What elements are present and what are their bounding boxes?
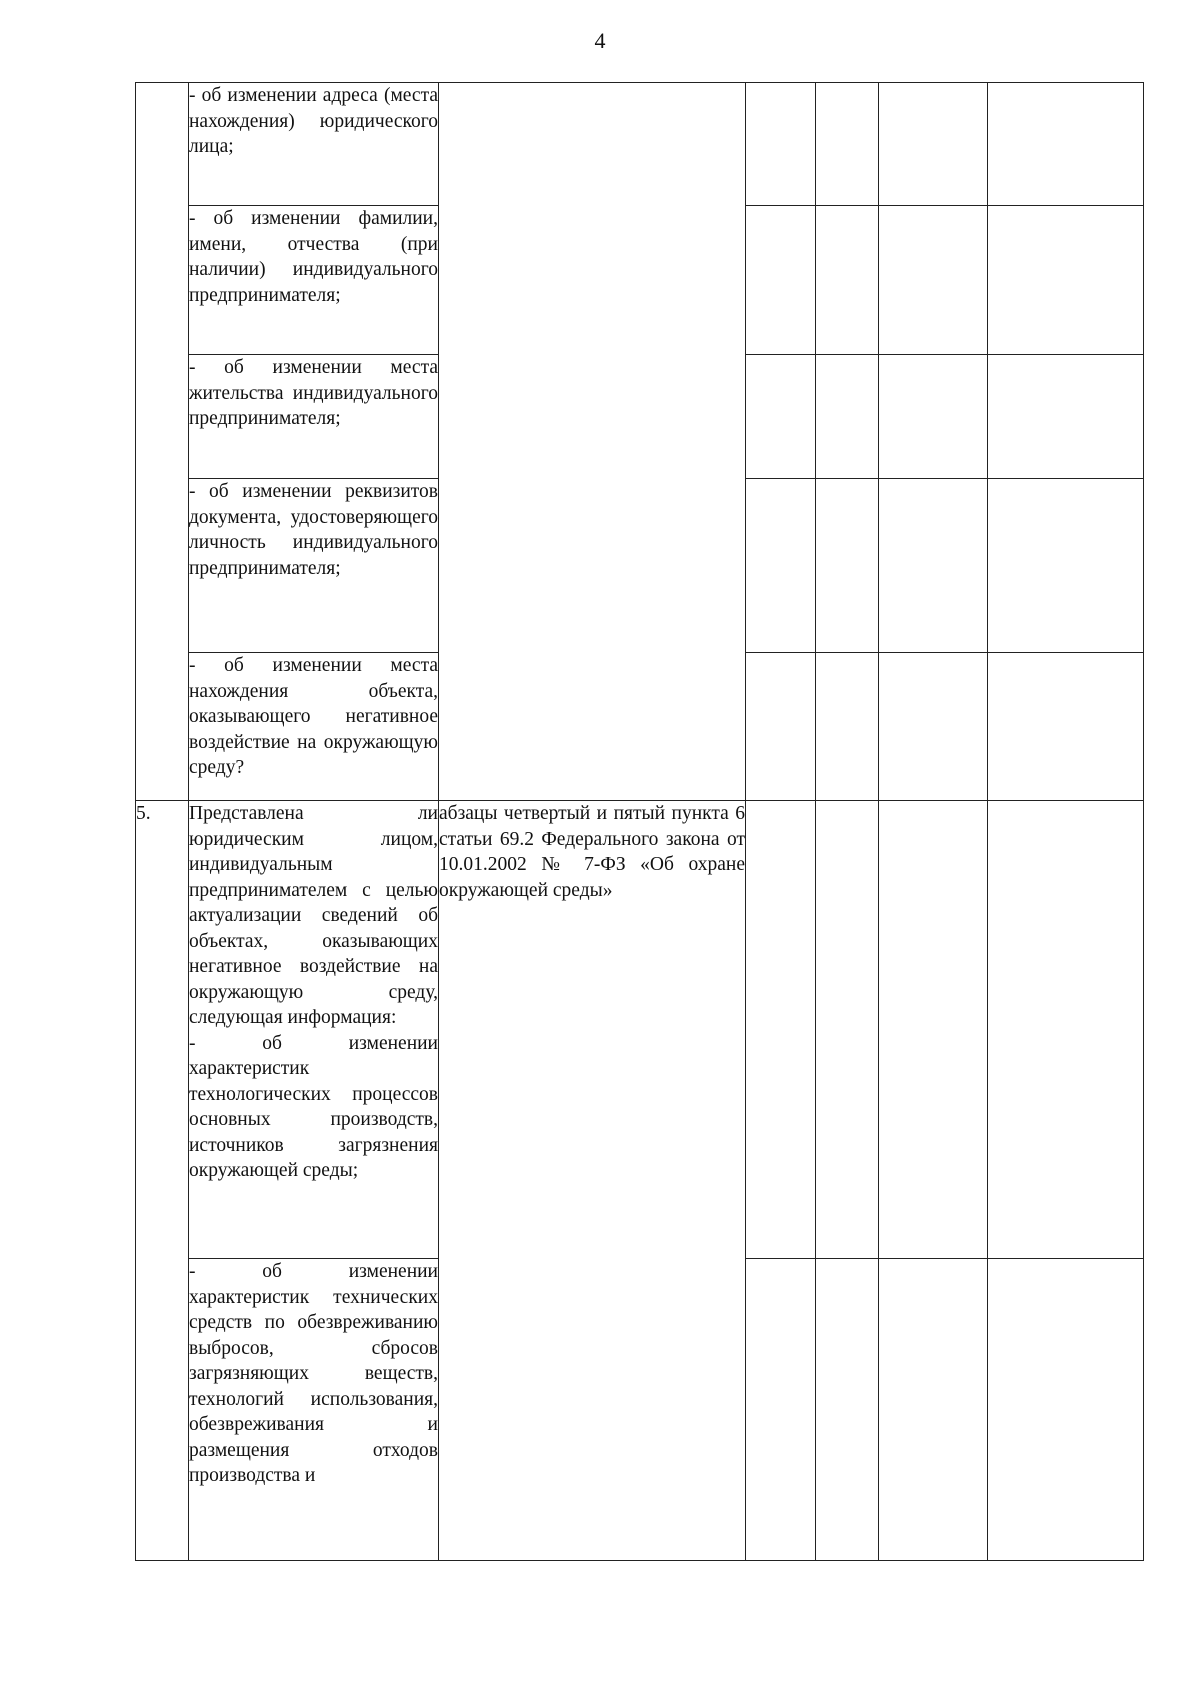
checklist-table: [135, 82, 1144, 1561]
answer-no-cell: [816, 355, 879, 479]
question-text: - об изменении реквизитов документа, удостоверяющего личность индивидуального предпринимателя;: [189, 481, 438, 579]
question-subitem-text: - об изменении характеристик технологических процессов основных производств, источников загрязнения окружающей среды;: [189, 1032, 438, 1181]
answer-no-cell: [816, 1259, 879, 1561]
answer-na-cell: [879, 653, 988, 801]
note-cell: [988, 355, 1144, 479]
answer-no-cell: [816, 83, 879, 206]
answer-na-cell: [879, 355, 988, 479]
note-cell: [988, 83, 1144, 206]
question-cell: [189, 83, 439, 206]
question-text: - об изменении характеристик технических средств по обезвреживанию выбросов, сбросов загрязняющих веществ, технологий использования, обезвреживания и размещения отходов производства и: [189, 1261, 438, 1486]
answer-yes-cell: [746, 479, 816, 653]
note-cell: [988, 801, 1144, 1259]
question-text: - об изменении места жительства индивидуального предпринимателя;: [189, 357, 438, 429]
question-cell: [189, 801, 439, 1259]
answer-yes-cell: [746, 653, 816, 801]
answer-yes-cell: [746, 83, 816, 206]
answer-yes-cell: [746, 355, 816, 479]
note-cell: [988, 206, 1144, 355]
question-cell: [189, 206, 439, 355]
question-text: - об изменении адреса (места нахождения) юридического лица;: [189, 85, 438, 157]
question-cell: [189, 355, 439, 479]
note-cell: [988, 653, 1144, 801]
note-cell: [988, 479, 1144, 653]
row-number-cell: [136, 83, 189, 801]
row-number-cell: 5.: [136, 801, 189, 1561]
answer-no-cell: [816, 206, 879, 355]
answer-yes-cell: [746, 1259, 816, 1561]
table-row: [136, 83, 1144, 206]
page-number: 4: [594, 28, 606, 53]
note-cell: [988, 1259, 1144, 1561]
table-row: [136, 801, 1144, 1259]
answer-no-cell: [816, 801, 879, 1259]
question-text: Представлена ли юридическим лицом, индивидуальным предпринимателем с целью актуализации сведений об объектах, оказывающих негативное воздействие на окружающую среду, следующая информация:: [189, 803, 438, 1028]
question-text: - об изменении фамилии, имени, отчества (при наличии) индивидуального предпринимателя;: [189, 208, 438, 306]
answer-na-cell: [879, 83, 988, 206]
reference-cell: [439, 83, 746, 801]
reference-cell: абзацы четвертый и пятый пункта 6 статьи 69.2 Федерального закона от 10.01.2002 № 7-ФЗ «Об охране окружающей среды»: [439, 801, 746, 1561]
answer-no-cell: [816, 653, 879, 801]
answer-na-cell: [879, 206, 988, 355]
answer-na-cell: [879, 1259, 988, 1561]
answer-yes-cell: [746, 206, 816, 355]
answer-na-cell: [879, 801, 988, 1259]
answer-yes-cell: [746, 801, 816, 1259]
question-text: - об изменении места нахождения объекта, оказывающего негативное воздействие на окружающую среду?: [189, 655, 438, 778]
answer-no-cell: [816, 479, 879, 653]
answer-na-cell: [879, 479, 988, 653]
question-cell: [189, 1259, 439, 1561]
question-cell: [189, 479, 439, 653]
question-cell: [189, 653, 439, 801]
